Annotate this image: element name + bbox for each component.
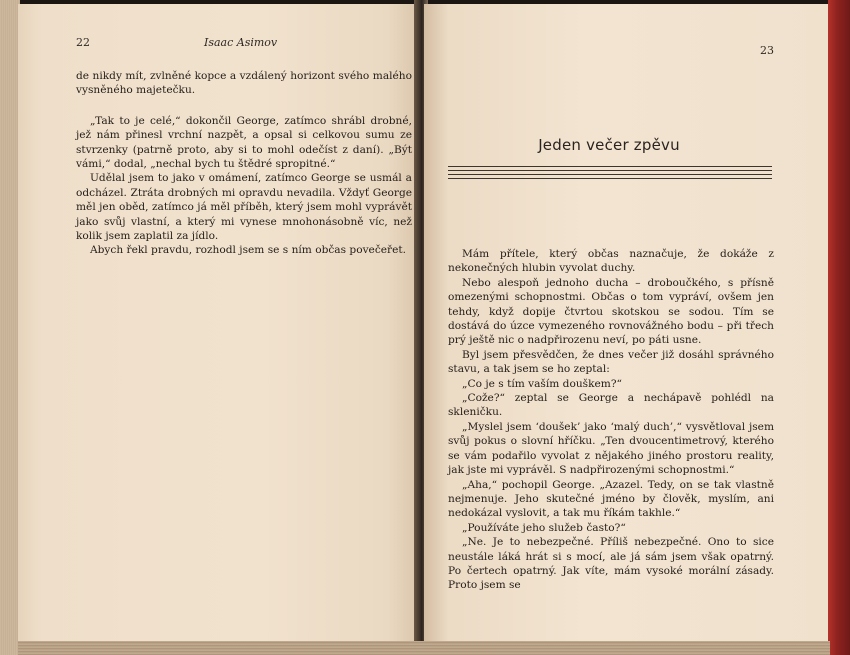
page-edges-left xyxy=(0,0,20,655)
left-text-block xyxy=(76,69,412,258)
paragraph: „Aha,“ pochopil George. „Azazel. Tedy, on se tak vlastně nejmenuje. Jeho skutečné jméno by člověk, myslím, ani nedokázal vyslovit, a tak mu říkám takhle.“ xyxy=(448,478,774,520)
right-page xyxy=(424,4,830,645)
paragraph: „Cože?“ zeptal se George a nechápavě pohlédl na skleničku. xyxy=(448,392,774,419)
paragraph: „Ne. Je to nebezpečné. Příliš nebezpečné. Ono to sice neustále láká hrát si s mocí, ale já sám jsem však opatrný. Po čertech opatrný. Jak víte, mám vysoké morální zásady. Proto jsem se xyxy=(448,536,774,592)
left-page xyxy=(18,4,420,645)
rule-line xyxy=(448,170,772,171)
rule-line xyxy=(448,166,772,167)
paragraph: Abych řekl pravdu, rozhodl jsem se s ním občas povečeřet. xyxy=(90,244,406,257)
paragraph: Mám přítele, který občas naznačuje, že dokáže z nekonečných hlubin vyvolat duchy. xyxy=(448,248,774,275)
running-head: Isaac Asimov xyxy=(204,36,278,49)
page-edges-bottom xyxy=(18,641,830,655)
right-text-block xyxy=(448,247,774,593)
paragraph: Byl jsem přesvědčen, že dnes večer již dosáhl správného stavu, a tak jsem se ho zeptal: xyxy=(448,348,774,376)
book-cover-edge xyxy=(828,0,850,655)
right-page-number: 23 xyxy=(760,44,774,57)
paragraph: „Používáte jeho služeb často?“ xyxy=(462,521,626,534)
paragraph: „Co je s tím vaším douškem?“ xyxy=(462,377,622,390)
title-rules xyxy=(448,166,772,182)
paragraph: „Tak to je celé,“ dokončil George, zatímco shrábl drobné, jež nám přinesl vrchní nazpět, a opsal si celkovou sumu ze stvrzenky (patrně proto, aby si to mohl odečíst z daní). „Být vámi,“ dodal, „nechal bych tu štědré spropitné.“ xyxy=(76,114,412,171)
paragraph: „Myslel jsem ‘doušek’ jako ‘malý duch’,“ vysvětloval jsem svůj pokus o slovní hříčku. „Ten dvoucentimetrový, kterého se vám podařilo vyvolat z nějakého jiného prostoru reality, jak jste mi vyprávěl. S nadpřirozenými schopnostmi.“ xyxy=(448,420,774,477)
paragraph: de nikdy mít, zvlněné kopce a vzdálený horizont svého malého vysněného majetečku. xyxy=(76,70,412,97)
left-page-number: 22 xyxy=(76,36,90,49)
chapter-title: Jeden večer zpěvu xyxy=(538,136,680,154)
rule-line xyxy=(448,174,772,175)
paragraph: Nebo alespoň jednoho ducha – droboučkého, s přísně omezenými schopnostmi. Občas o tom vypráví, ovšem jen tehdy, když dopije čtvrtou skotskou se sodou. Tím se dostává do úzce vymezeného rovnovážného bodu – při třech prý ještě nic o nadpřirozenu neví, po páti usne. xyxy=(448,276,774,347)
rule-line xyxy=(448,178,772,179)
paragraph: Udělal jsem to jako v omámení, zatímco George se usmál a odcházel. Ztráta drobných mi opravdu nevadila. Vždyť George měl jen oběd, zatímco já měl příběh, který jsem mohl vyprávět jako svůj vlastní, a který mi vynese mnohonásobně víc, než kolik jsem zaplatil za jídlo. xyxy=(76,172,412,243)
